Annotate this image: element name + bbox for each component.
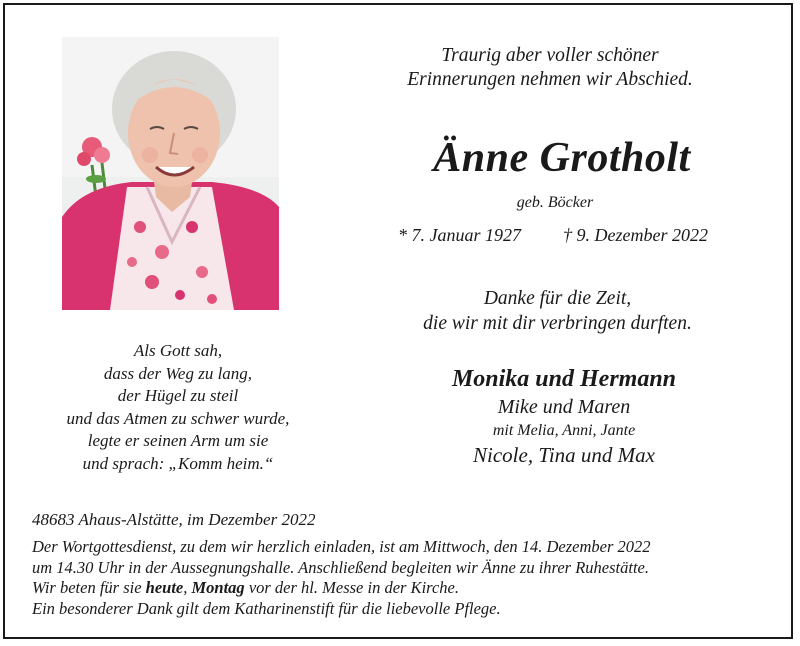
poem-line: dass der Weg zu lang,	[103, 363, 253, 383]
service-line: Der Wortgottesdienst, zu dem wir herzlich einladen, ist am Mittwoch, den 14. Dezember 2022	[32, 537, 651, 556]
poem-line: und das Atmen zu schwer wurde,	[66, 408, 290, 428]
poem-line: und sprach: „Komm heim.“	[82, 453, 274, 473]
poem-line: der Hügel zu steil	[117, 386, 239, 405]
mourners	[380, 364, 748, 469]
service-text: Wir beten für sie	[32, 578, 146, 597]
mourners-line: Nicole, Tina und Max	[473, 443, 655, 467]
service-text: ,	[183, 578, 192, 597]
mourners-main: Monika und Hermann	[451, 366, 677, 392]
intro-line: Erinnerungen nehmen wir Abschied.	[407, 69, 693, 90]
mourners-line: mit Melia, Anni, Jante	[492, 422, 636, 439]
service-emphasis-today: heute	[145, 578, 184, 597]
poem	[38, 340, 318, 475]
thanks-line: die wir mit dir verbringen durften.	[423, 313, 692, 334]
birth-name: geb. Böcker	[516, 194, 594, 211]
service-line	[32, 578, 651, 599]
birth-date: * 7. Januar 1927	[398, 225, 521, 245]
intro-line: Traurig aber voller schöner	[441, 45, 659, 66]
poem-line: Als Gott sah,	[133, 341, 223, 360]
thanks-line: Danke für die Zeit,	[483, 288, 632, 309]
deceased-name: Änne Grotholt	[433, 135, 691, 181]
place-date: 48683 Ahaus-Alstätte, im Dezember 2022	[32, 510, 316, 529]
portrait-illustration	[62, 37, 279, 310]
intro-text	[370, 44, 730, 92]
service-text: vor der hl. Messe in der Kirche.	[244, 578, 459, 597]
service-emphasis-monday: Montag	[191, 578, 245, 597]
service-line: Ein besonderer Dank gilt dem Katharinenstift für die liebevolle Pflege.	[32, 598, 501, 618]
service-info	[32, 537, 651, 619]
death-date: † 9. Dezember 2022	[563, 225, 708, 245]
life-dates	[398, 223, 708, 247]
thanks-text	[370, 286, 745, 336]
mourners-line: Mike und Maren	[497, 396, 631, 418]
poem-line: legte er seinen Arm um sie	[87, 431, 269, 450]
service-line: um 14.30 Uhr in der Aussegnungshalle. Anschließend begleiten wir Änne zu ihrer Ruhestätte.	[32, 557, 650, 577]
portrait-photo	[62, 37, 279, 310]
